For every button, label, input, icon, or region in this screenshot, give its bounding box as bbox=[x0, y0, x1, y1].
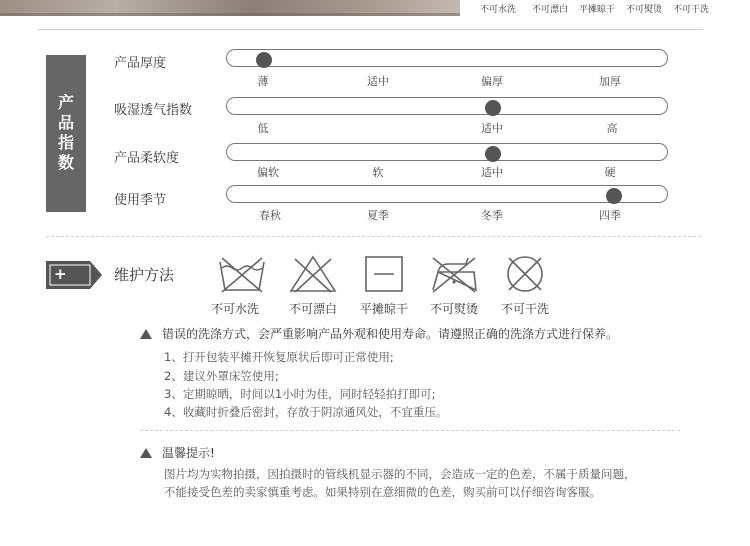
thickness-scale bbox=[226, 49, 668, 67]
top-care-label: 不可漂白 bbox=[532, 5, 569, 15]
care-instruction: 2、建议外罩床笠使用; bbox=[164, 369, 279, 383]
top-care-label: 不可熨烫 bbox=[626, 5, 663, 15]
scale-tick: 适中 bbox=[367, 75, 389, 88]
scale-tick: 薄 bbox=[257, 75, 269, 88]
no-wash-icon bbox=[218, 254, 266, 294]
care-icon-label: 不可熨烫 bbox=[429, 302, 479, 316]
scale-tick: 低 bbox=[257, 122, 269, 135]
softness-label: 产品柔软度 bbox=[114, 151, 180, 166]
season-scale bbox=[226, 185, 668, 203]
plus-icon: + bbox=[54, 265, 67, 283]
side-label-char: 数 bbox=[57, 153, 74, 172]
thickness-label: 产品厚度 bbox=[114, 56, 167, 71]
side-label-char: 指 bbox=[57, 133, 74, 152]
softness-scale bbox=[226, 143, 668, 161]
scale-tick: 春秋 bbox=[259, 209, 281, 222]
scale-tick: 偏软 bbox=[257, 166, 279, 179]
tips-title: 温馨提示! bbox=[162, 446, 215, 460]
top-care-label: 不可干洗 bbox=[673, 5, 710, 15]
product-photo-strip bbox=[0, 0, 460, 16]
scale-tick: 夏季 bbox=[367, 209, 389, 222]
care-icon-label: 不可干洗 bbox=[500, 302, 550, 316]
breathability-scale bbox=[226, 97, 668, 115]
softness-indicator bbox=[485, 146, 501, 162]
care-warning bbox=[140, 325, 618, 342]
scale-tick: 适中 bbox=[481, 122, 503, 135]
season-indicator bbox=[606, 188, 622, 204]
care-instruction: 4、收藏时折叠后密封，存放于阴凉通风处，不宜重压。 bbox=[164, 405, 448, 419]
no-bleach-icon bbox=[289, 254, 337, 294]
top-care-label: 平摊晾干 bbox=[579, 5, 616, 15]
breathability-indicator bbox=[485, 100, 501, 116]
top-divider bbox=[38, 29, 703, 30]
top-care-label: 不可水洗 bbox=[480, 5, 517, 15]
care-title: 维护方法 bbox=[114, 266, 175, 284]
care-icon-label: 不可水洗 bbox=[210, 302, 260, 316]
care-instruction: 1、打开包装平摊开恢复原状后即可正常使用; bbox=[164, 350, 394, 364]
tips-line: 图片均为实物拍摄，因拍摄时的管线机显示器的不同，会造成一定的色差，不属于质量问题， bbox=[164, 467, 636, 481]
tips-line: 不能接受色差的卖家慎重考虑。如果特别在意细微的色差，购买前可以仔细咨询客服。 bbox=[164, 485, 601, 499]
side-label-char: 品 bbox=[57, 113, 74, 132]
scale-tick: 软 bbox=[372, 166, 384, 179]
product-index-label bbox=[46, 55, 86, 212]
season-label: 使用季节 bbox=[114, 193, 167, 208]
top-care-labels bbox=[472, 2, 742, 16]
scale-tick: 加厚 bbox=[599, 75, 621, 88]
scale-tick: 偏厚 bbox=[481, 75, 503, 88]
no-iron-icon bbox=[430, 254, 478, 294]
thickness-indicator bbox=[256, 52, 272, 68]
section-divider bbox=[140, 430, 680, 431]
warning-triangle-icon bbox=[140, 329, 152, 339]
care-instruction: 3、定期晾晒，时间以1小时为佳，同时轻轻拍打即可; bbox=[164, 387, 436, 401]
care-icon-label: 不可漂白 bbox=[288, 302, 338, 316]
scale-tick: 四季 bbox=[599, 209, 621, 222]
breathability-label: 吸湿透气指数 bbox=[114, 103, 193, 118]
dry-flat-icon bbox=[360, 254, 408, 294]
warning-triangle-icon bbox=[140, 448, 152, 458]
care-tag bbox=[46, 261, 102, 289]
scale-tick: 适中 bbox=[481, 166, 503, 179]
care-warning-text: 错误的洗涤方式，会严重影响产品外观和使用寿命。请遵照正确的洗涤方式进行保养。 bbox=[162, 327, 619, 341]
section-divider bbox=[46, 236, 701, 237]
scale-tick: 高 bbox=[606, 122, 618, 135]
side-label-char: 产 bbox=[57, 93, 74, 112]
no-dry-clean-icon bbox=[501, 254, 549, 294]
tips-heading bbox=[140, 444, 215, 461]
care-icon-label: 平摊晾干 bbox=[359, 302, 409, 316]
scale-tick: 冬季 bbox=[481, 209, 503, 222]
scale-tick: 硬 bbox=[604, 166, 616, 179]
